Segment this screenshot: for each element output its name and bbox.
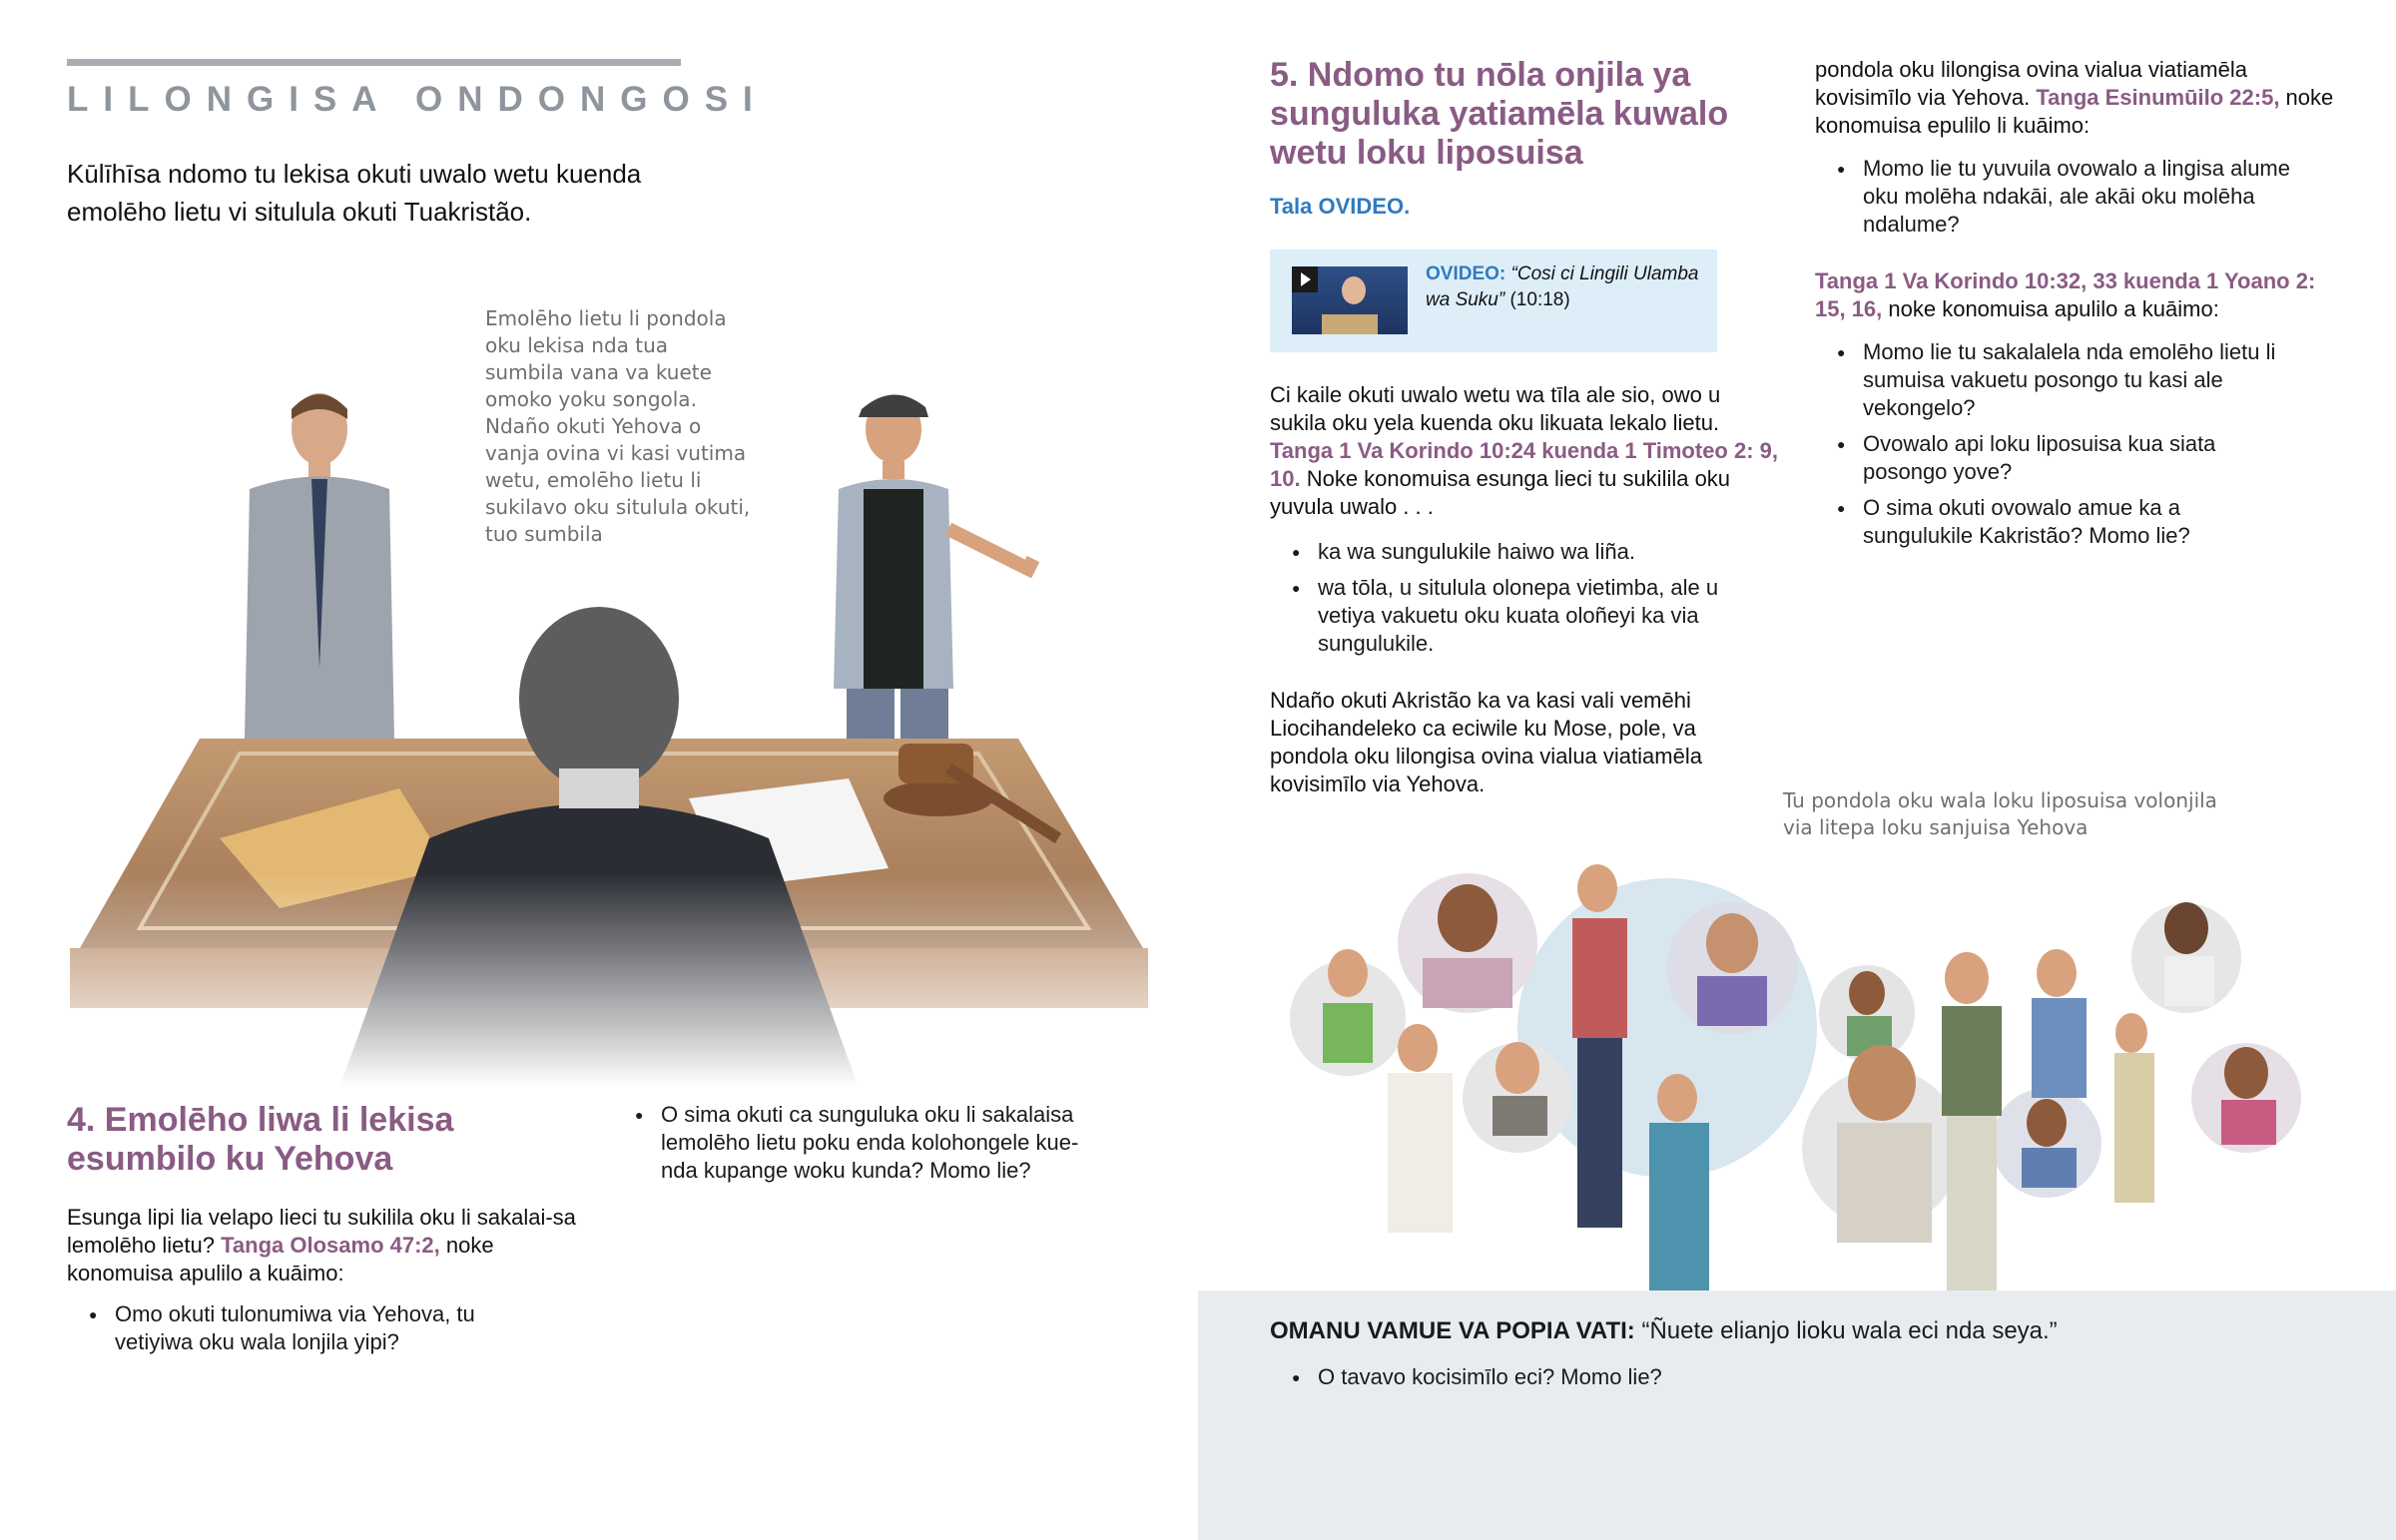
omanu-quote-text: “Ñuete elianjo lioku wala eci nda seya.”	[1634, 1317, 2058, 1344]
section-5-title: 5. Ndomo tu nōla onjila ya sunguluka yatiamēla kuwalo wetu loku liposuisa	[1270, 56, 1729, 172]
section-4-bullets	[67, 1300, 536, 1364]
list-item: ● O tavavo kocisimīlo eci? Momo lie?	[1270, 1363, 2069, 1391]
list-item: ● Ovowalo api loku liposuisa kua siata posongo yove?	[1815, 430, 2294, 486]
scripture-ref-korindo-yoano[interactable]: Tanga 1 Va Korindo 10:32, 33 kuenda 1 Yoano 2: 15, 16,	[1815, 268, 2316, 321]
intro-text: Kūlīhīsa ndomo tu lekisa okuti uwalo wetu kuenda emolēho lietu vi situlula okuti Tuakristão.	[67, 159, 642, 227]
video-card[interactable]	[1270, 250, 1717, 352]
courtroom-caption: Emolēho lietu li pondola oku lekisa nda tua	[485, 306, 727, 357]
kicker-title: LILONGISA ONDONGOSI	[67, 80, 768, 119]
list-item: ● ka wa sungulukile haiwo wa liña.	[1270, 538, 1739, 566]
omanu-quote	[1270, 1315, 2318, 1347]
people-caption: Tu pondola oku wala loku liposuisa volonjila via litepa loku sanjuisa Yehova	[1783, 788, 2217, 839]
section-5-paragraph-4: Tanga 1 Va Korindo 10:32, 33 kuenda 1 Yoano 2: 15, 16, noke konomuisa apulilo a kuāimo:	[1815, 268, 2316, 321]
video-duration: (10:18)	[1509, 289, 1570, 310]
section-4-title: 4. Emolēho liwa li lekisa esumbilo ku Yehova	[67, 1101, 454, 1178]
list-item: ● Momo lie tu sakalalela nda emolēho lietu li sumuisa vakuetu posongo tu kasi ale vekongelo?	[1815, 338, 2294, 422]
section-5-bullets-2	[1815, 155, 2294, 247]
list-item: ● O sima okuti ca sunguluka oku li sakalaisa lemolēho lietu poku enda kolohongele kue-nda kupange woku kunda? Momo lie?	[613, 1101, 1112, 1185]
video-text: OVIDEO: “Cosi ci Lingili Ulamba wa Suku” (10:18)	[1426, 263, 1699, 310]
section-4-bullets-col2	[613, 1101, 1112, 1193]
list-item: ● O sima okuti ovowalo amue ka a sungulukile Kakristão? Momo lie?	[1815, 494, 2294, 550]
section-5-paragraph-2-cont: pondola oku lilongisa ovina vialua viatiamēla kovisimīlo via Yehova. Tanga Esinumūilo 22:5, noke konomuisa epulilo li kuāimo:	[1815, 57, 2334, 138]
section-5-bullets-3	[1815, 338, 2294, 558]
section-5-bullets-1	[1270, 538, 1739, 666]
header-rule	[67, 59, 681, 66]
list-item: ● Momo lie tu yuvuila ovowalo a lingisa alume oku molēha ndakāi, ale akāi oku molēha ndalume?	[1815, 155, 2294, 239]
omanu-label: OMANU VAMUE VA POPIA VATI:	[1270, 1317, 1635, 1344]
scripture-ref-korindo-timoteo[interactable]: Tanga 1 Va Korindo 10:24 kuenda 1 Timoteo 2: 9, 10.	[1270, 438, 1778, 491]
courtroom-illustration	[70, 369, 1148, 1088]
video-title: “Cosi ci Lingili Ulamba wa Suku”	[1426, 263, 1699, 310]
video-thumbnail[interactable]	[1292, 266, 1408, 334]
play-icon[interactable]	[1292, 266, 1318, 292]
section-5-paragraph-2: Ndaño okuti Akristão ka va kasi vali vemēhi Liocihandeleko ca eciwile ku Mose, pole, va pondola oku lilongisa ovina vialua viatiamēla kovisimīlo via Yehova.	[1270, 688, 1702, 796]
section-5-paragraph-1: Ci kaile okuti uwalo wetu wa tīla ale sio, owo u sukila oku yela kuenda oku likuata lekalo lietu. Tanga 1 Va Korindo 10:24 kuenda 1 Timoteo 2: 9, 10. Noke konomuisa esunga lieci tu sukilila oku yuvula uwalo . . .	[1270, 382, 1778, 519]
scripture-ref-esinumuilo[interactable]: Tanga Esinumūilo 22:5,	[2036, 85, 2280, 110]
omanu-bullets	[1270, 1363, 2069, 1399]
watch-video-link[interactable]: Tala OVIDEO.	[1270, 194, 1411, 219]
scripture-ref-olosamo[interactable]: Tanga Olosamo 47:2,	[221, 1233, 440, 1258]
list-item: ● Omo okuti tulonumiwa via Yehova, tu vetiyiwa oku wala lonjila yipi?	[67, 1300, 536, 1356]
list-item: ● wa tōla, u situlula olonepa vietimba, ale u vetiya vakuetu oku kuata oloñeyi ka via sungulukile.	[1270, 574, 1739, 658]
section-4-paragraph: Esunga lipi lia velapo lieci tu sukilila oku li sakalai-sa lemolēho lietu? Tanga Olosamo 47:2, noke konomuisa apulilo a kuāimo:	[67, 1205, 576, 1285]
people-illustration	[1278, 858, 2316, 1290]
